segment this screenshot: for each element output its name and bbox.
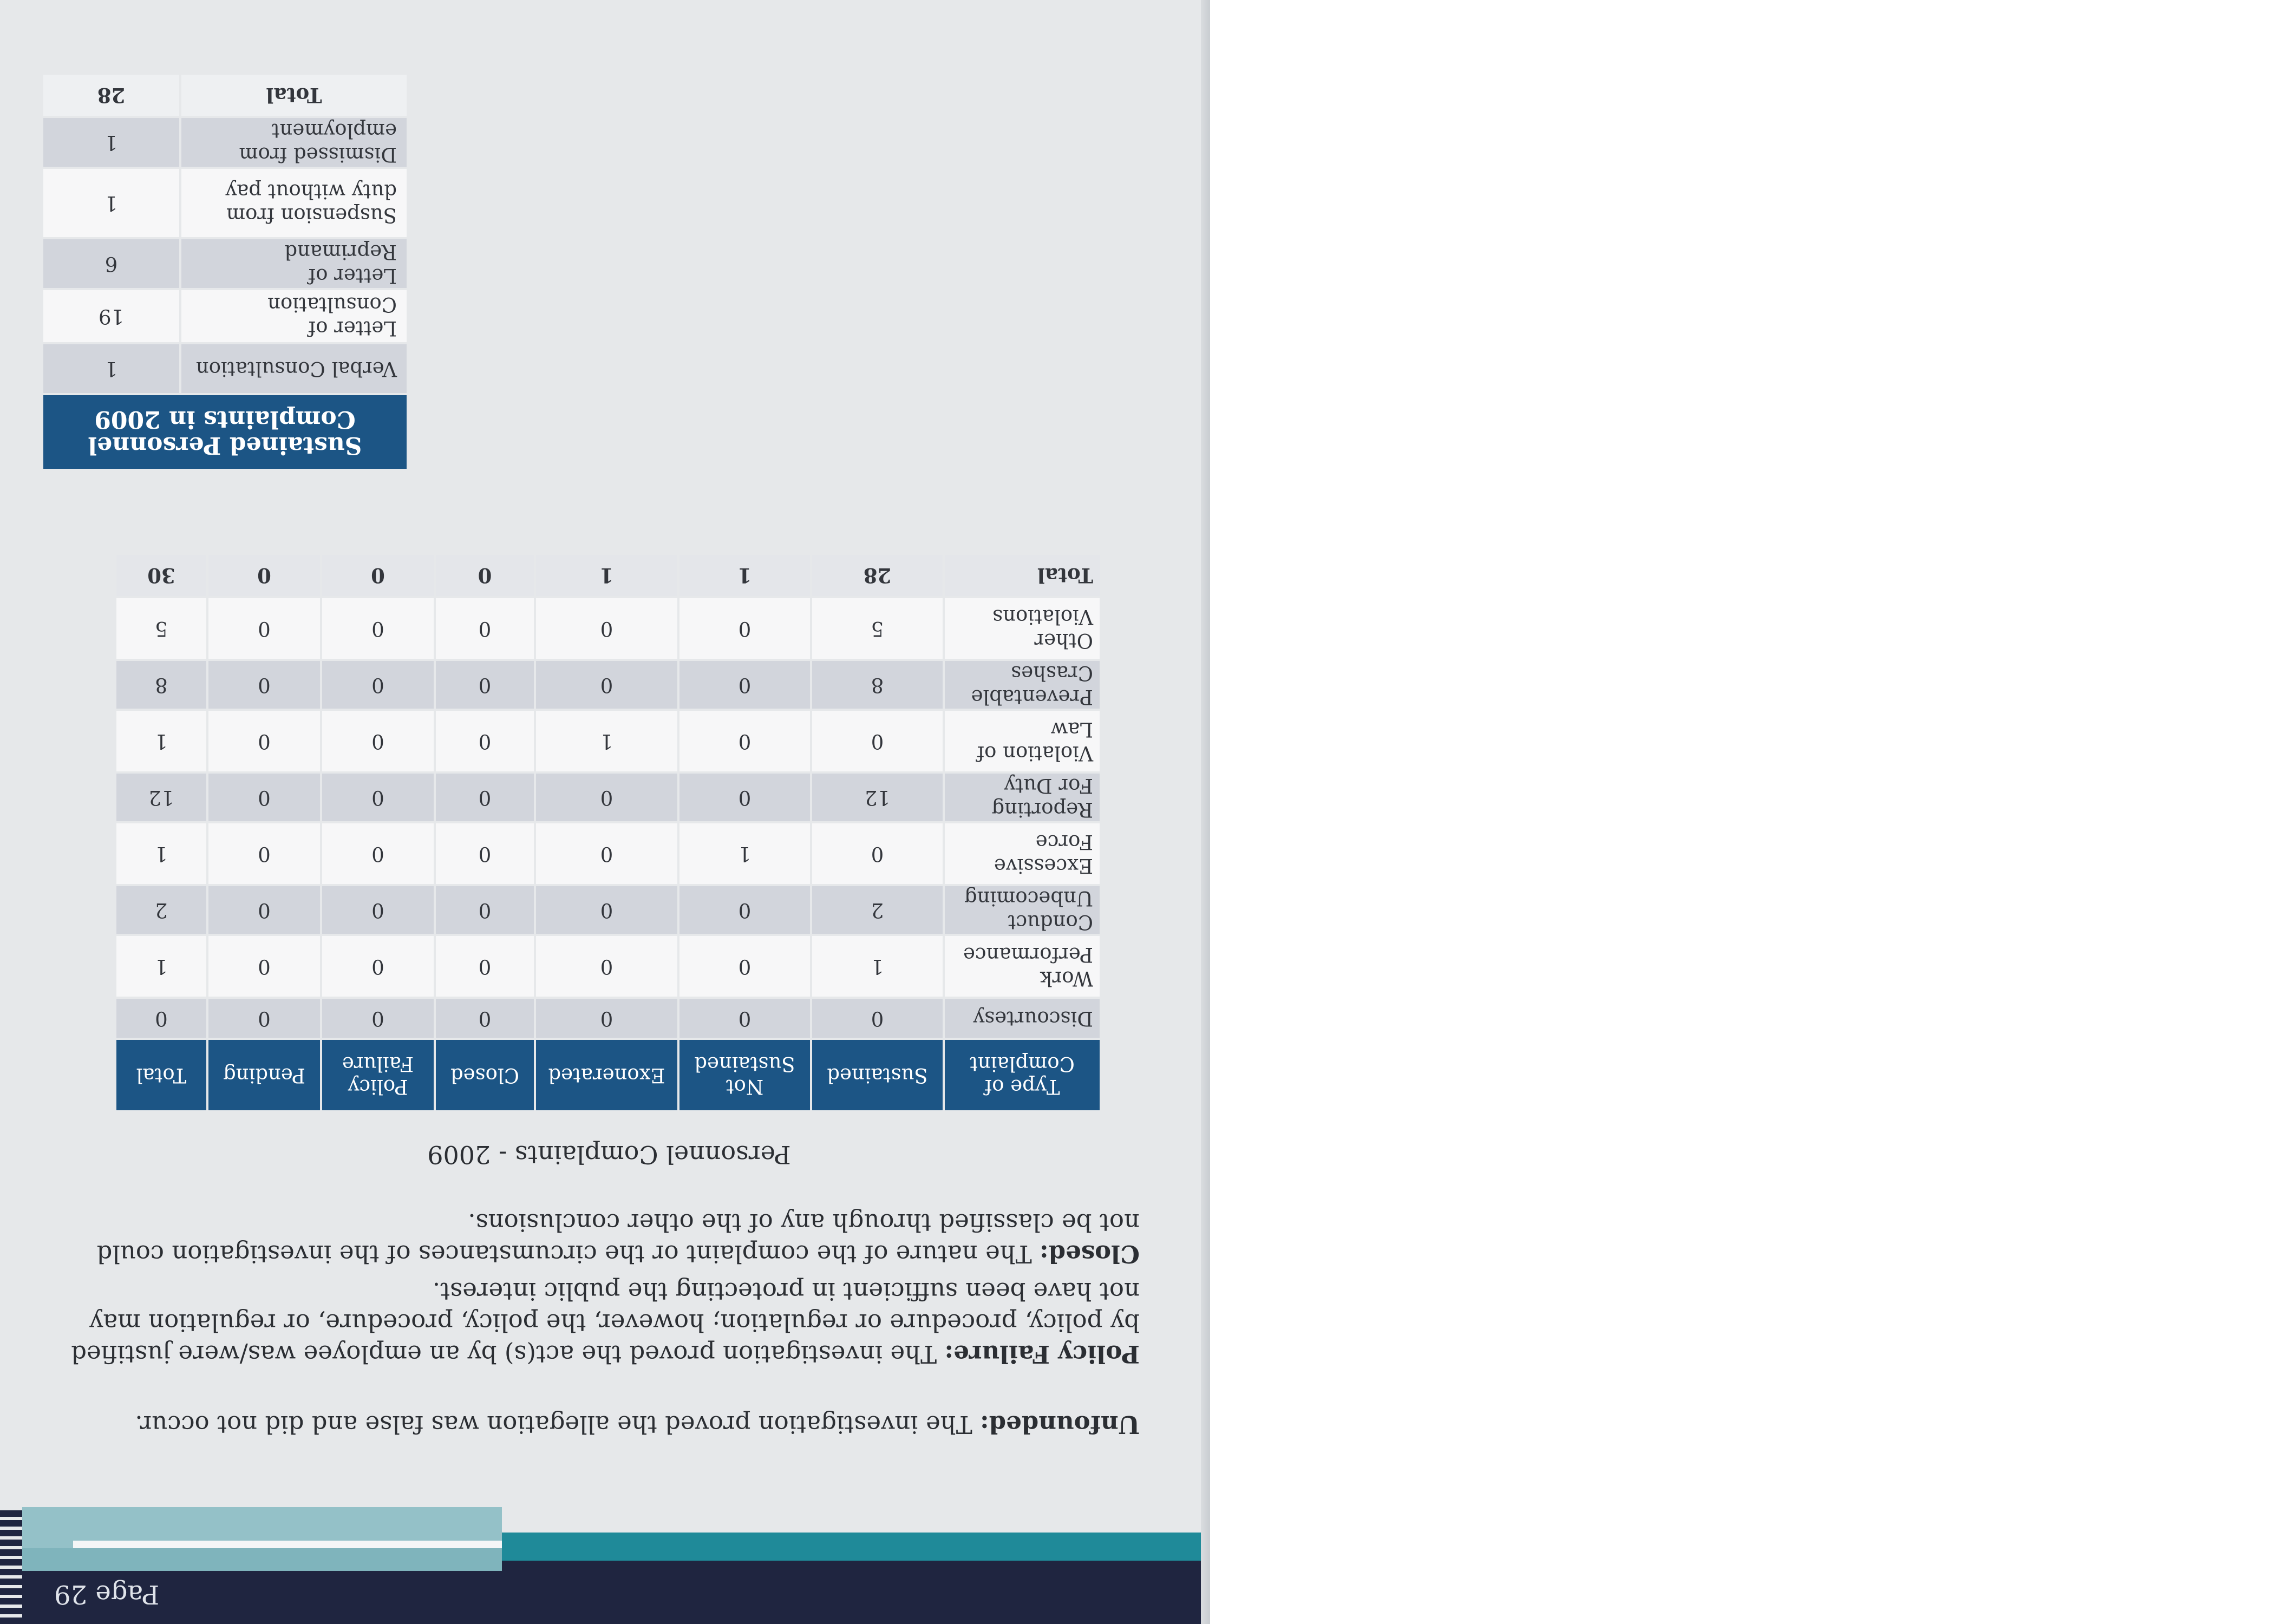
table-cell: 0	[321, 935, 435, 998]
table-cell: 0	[321, 998, 435, 1039]
table-row	[115, 772, 1101, 822]
table-cell: 0	[321, 554, 435, 597]
table-cell: 12	[115, 772, 207, 822]
definition-policy-failure	[62, 1275, 1140, 1370]
row-label: Letter of Reprimand	[180, 238, 408, 289]
table-cell: 0	[321, 710, 435, 772]
complaints-table-title: Personnel Complaints - 2009	[427, 1140, 791, 1169]
table-cell: 0	[115, 998, 207, 1039]
definition-text: The investigation proved the act(s) by an employee was/were justified by policy, procedure or regulation; however, the policy, procedure, or regulation may not have been sufficient in protecting the public interest.	[71, 1277, 1140, 1368]
table-row	[42, 289, 408, 343]
table-cell: 0	[321, 597, 435, 660]
personnel-complaints-table	[114, 553, 1102, 1112]
row-label: Letter of Consultation	[180, 289, 408, 343]
table-cell: 0	[435, 772, 535, 822]
table-cell: 0	[207, 554, 321, 597]
table-cell: 0	[435, 660, 535, 710]
table-row	[115, 660, 1101, 710]
definition-term: Closed:	[1040, 1240, 1140, 1268]
row-label: Conduct Unbecoming	[944, 885, 1101, 935]
table-cell: 0	[535, 998, 678, 1039]
row-label: Verbal Consultation	[180, 343, 408, 394]
table-cell: 1	[115, 710, 207, 772]
row-label: Other Violations	[944, 597, 1101, 660]
table-total-row	[42, 74, 408, 117]
table-cell: 5	[811, 597, 944, 660]
column-header: Not Sustained	[678, 1039, 811, 1111]
table-cell: 28	[811, 554, 944, 597]
definition-text: The nature of the complaint or the circumstances of the investigation could not be classified through any of the other conclusions.	[96, 1208, 1140, 1268]
table-cell: 1	[42, 343, 180, 394]
table-cell: 2	[811, 885, 944, 935]
table-cell: 1	[115, 822, 207, 885]
column-header: Exonerated	[535, 1039, 678, 1111]
table-row	[42, 343, 408, 394]
table-cell: 0	[207, 822, 321, 885]
table-cell: 1	[678, 822, 811, 885]
table-cell: 2	[115, 885, 207, 935]
table-cell: 1	[678, 554, 811, 597]
table-row	[115, 935, 1101, 998]
column-header: Policy Failure	[321, 1039, 435, 1111]
row-label: Total	[944, 554, 1101, 597]
table-cell: 0	[678, 660, 811, 710]
table-cell: 0	[811, 710, 944, 772]
page-number: Page 29	[54, 1579, 160, 1609]
sustained-complaints-table	[41, 73, 409, 471]
header-rule	[73, 1541, 502, 1548]
row-label: Discourtesy	[944, 998, 1101, 1039]
row-label: Dismissed from employment	[180, 117, 408, 168]
definition-unfounded	[62, 1409, 1140, 1440]
table-cell: 0	[678, 998, 811, 1039]
table-cell: 0	[207, 935, 321, 998]
table-cell: 6	[42, 238, 180, 289]
table-cell: 0	[535, 885, 678, 935]
sustained-table-title: Sustained Personnel Complaints in 2009	[42, 394, 408, 470]
table-row	[42, 168, 408, 238]
table-cell: 0	[435, 935, 535, 998]
table-cell: 1	[811, 935, 944, 998]
table-cell: 0	[321, 660, 435, 710]
table-cell: 0	[435, 597, 535, 660]
column-header: Total	[115, 1039, 207, 1111]
table-cell: 0	[535, 935, 678, 998]
table-cell: 5	[115, 597, 207, 660]
table-header-row	[115, 1039, 1101, 1111]
table-cell: 0	[207, 597, 321, 660]
table-cell: 0	[207, 710, 321, 772]
table-cell: 1	[42, 168, 180, 238]
row-label: Preventable Crashes	[944, 660, 1101, 710]
column-header: Pending	[207, 1039, 321, 1111]
table-cell: 12	[811, 772, 944, 822]
definition-term: Policy Failure:	[944, 1340, 1140, 1368]
row-label: Excessive Force	[944, 822, 1101, 885]
table-cell: 0	[678, 885, 811, 935]
table-cell: 0	[321, 822, 435, 885]
row-label: Reporting For Duty	[944, 772, 1101, 822]
table-cell: 30	[115, 554, 207, 597]
table-cell: 0	[811, 998, 944, 1039]
table-row	[115, 822, 1101, 885]
definition-text: The investigation proved the allegation was false and did not occur.	[135, 1410, 981, 1439]
table-cell: 0	[435, 554, 535, 597]
definition-closed	[62, 1207, 1140, 1269]
table-cell: 0	[207, 885, 321, 935]
table-cell: 28	[42, 74, 180, 117]
header-dash-strip	[0, 1507, 22, 1624]
row-label: Total	[180, 74, 408, 117]
table-cell: 8	[811, 660, 944, 710]
table-cell: 0	[535, 597, 678, 660]
table-cell: 0	[435, 710, 535, 772]
scan-edge-shadow	[1201, 0, 1210, 1624]
table-cell: 19	[42, 289, 180, 343]
table-row	[42, 238, 408, 289]
table-cell: 0	[811, 822, 944, 885]
column-header: Sustained	[811, 1039, 944, 1111]
table-cell: 0	[207, 998, 321, 1039]
table-cell: 0	[535, 660, 678, 710]
table-cell: 0	[321, 885, 435, 935]
table-cell: 0	[535, 772, 678, 822]
table-cell: 1	[115, 935, 207, 998]
table-cell: 0	[678, 772, 811, 822]
definition-term: Unfounded:	[980, 1410, 1140, 1439]
table-cell: 1	[42, 117, 180, 168]
table-cell: 0	[535, 822, 678, 885]
table-row	[42, 117, 408, 168]
table-cell: 0	[207, 772, 321, 822]
table-cell: 8	[115, 660, 207, 710]
row-label: Suspension from duty without pay	[180, 168, 408, 238]
table-cell: 1	[535, 710, 678, 772]
table-cell: 0	[321, 772, 435, 822]
table-cell: 0	[678, 935, 811, 998]
table-row	[115, 597, 1101, 660]
header-band-light	[0, 1548, 502, 1571]
table-cell: 0	[435, 822, 535, 885]
column-header: Closed	[435, 1039, 535, 1111]
row-label: Violation of Law	[944, 710, 1101, 772]
table-cell: 0	[435, 998, 535, 1039]
column-header: Type of Complaint	[944, 1039, 1101, 1111]
table-row	[115, 885, 1101, 935]
row-label: Work Performance	[944, 935, 1101, 998]
table-cell: 0	[678, 710, 811, 772]
table-header-row	[42, 394, 408, 470]
table-total-row	[115, 554, 1101, 597]
table-row	[115, 998, 1101, 1039]
table-row	[115, 710, 1101, 772]
table-cell: 1	[535, 554, 678, 597]
table-cell: 0	[678, 597, 811, 660]
table-cell: 0	[207, 660, 321, 710]
table-cell: 0	[435, 885, 535, 935]
